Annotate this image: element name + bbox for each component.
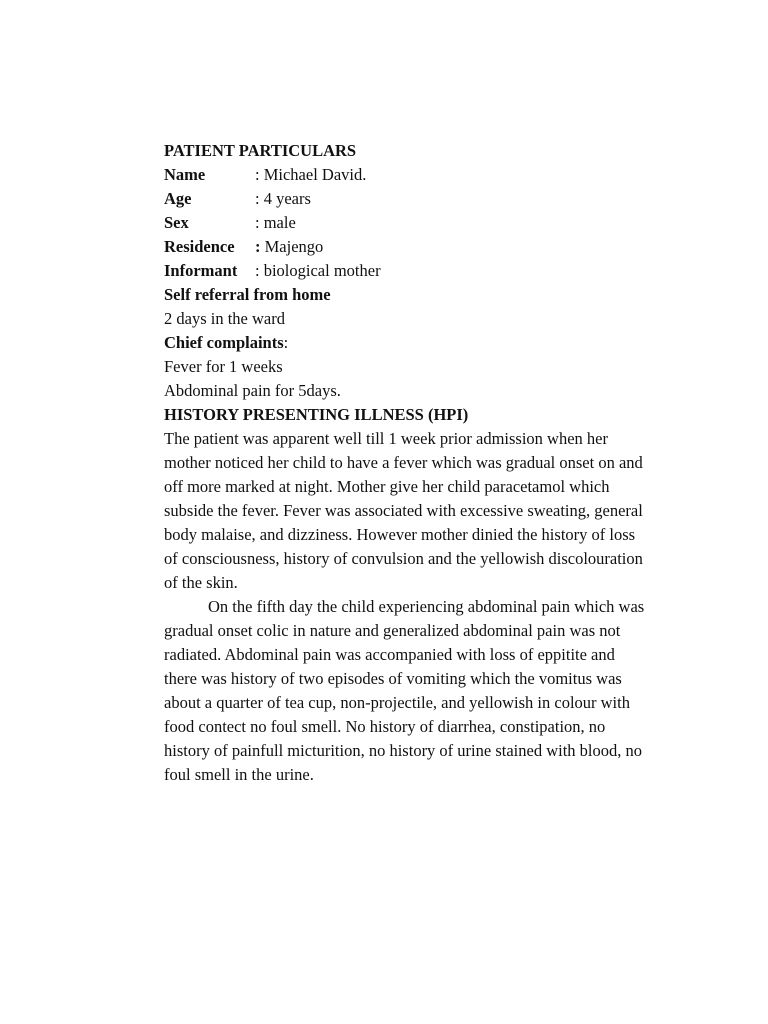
- chief-complaints-label: Chief complaints: [164, 333, 284, 352]
- field-label: Sex: [164, 213, 189, 232]
- field-separator: :: [255, 237, 261, 256]
- field-value: Majengo: [264, 237, 324, 256]
- paragraph-line: history of painfull micturition, no history of urine stained with blood, no: [164, 741, 642, 760]
- paragraph-line: gradual onset colic in nature and generalized abdominal pain was not: [164, 621, 621, 640]
- field-label: Informant: [164, 261, 238, 280]
- field-value: Michael David.: [263, 165, 367, 184]
- paragraph-line: there was history of two episodes of vomiting which the vomitus was: [164, 669, 622, 688]
- paragraph-line: of the skin.: [164, 573, 238, 592]
- paragraph-line: On the fifth day the child experiencing abdominal pain which was: [208, 597, 645, 616]
- chief-complaints-heading: [164, 331, 684, 355]
- paragraph-line: foul smell in the urine.: [164, 765, 314, 784]
- field-value: biological mother: [263, 261, 381, 280]
- field-age: [164, 187, 684, 211]
- field-name: [164, 163, 684, 187]
- field-value: 4 years: [263, 189, 311, 208]
- field-value: male: [263, 213, 296, 232]
- paragraph-line: radiated. Abdominal pain was accompanied with loss of eppitite and: [164, 645, 615, 664]
- hpi-paragraph-1: [164, 427, 684, 595]
- field-informant: [164, 259, 684, 283]
- field-separator: :: [255, 213, 260, 232]
- paragraph-line: of consciousness, history of convulsion and the yellowish discolouration: [164, 549, 643, 568]
- paragraph-line: about a quarter of tea cup, non-projectile, and yellowish in colour with: [164, 693, 630, 712]
- paragraph-line: mother noticed her child to have a fever which was gradual onset on and: [164, 453, 643, 472]
- field-label: Name: [164, 165, 206, 184]
- paragraph-line: subside the fever. Fever was associated with excessive sweating, general: [164, 501, 643, 520]
- paragraph-line: food contect no foul smell. No history of diarrhea, constipation, no: [164, 717, 606, 736]
- field-label: Residence: [164, 237, 235, 256]
- section-heading-patient-particulars: PATIENT PARTICULARS: [164, 141, 357, 160]
- ward-days-line: 2 days in the ward: [164, 309, 285, 328]
- field-sex: [164, 211, 684, 235]
- field-separator: :: [255, 165, 260, 184]
- paragraph-line: The patient was apparent well till 1 week prior admission when her: [164, 429, 608, 448]
- complaint-item: Abdominal pain for 5days.: [164, 381, 341, 400]
- referral-line: Self referral from home: [164, 285, 331, 304]
- complaint-item: Fever for 1 weeks: [164, 357, 283, 376]
- paragraph-line: off more marked at night. Mother give her child paracetamol which: [164, 477, 610, 496]
- chief-complaints-colon: :: [283, 333, 289, 352]
- document-page: [164, 139, 684, 787]
- paragraph-line: body malaise, and dizziness. However mother dinied the history of loss: [164, 525, 636, 544]
- hpi-paragraph-2: [164, 595, 684, 787]
- section-heading-hpi: HISTORY PRESENTING ILLNESS (HPI): [164, 405, 469, 424]
- field-residence: [164, 235, 684, 259]
- field-separator: :: [255, 261, 260, 280]
- field-separator: :: [255, 189, 260, 208]
- field-label: Age: [164, 189, 192, 208]
